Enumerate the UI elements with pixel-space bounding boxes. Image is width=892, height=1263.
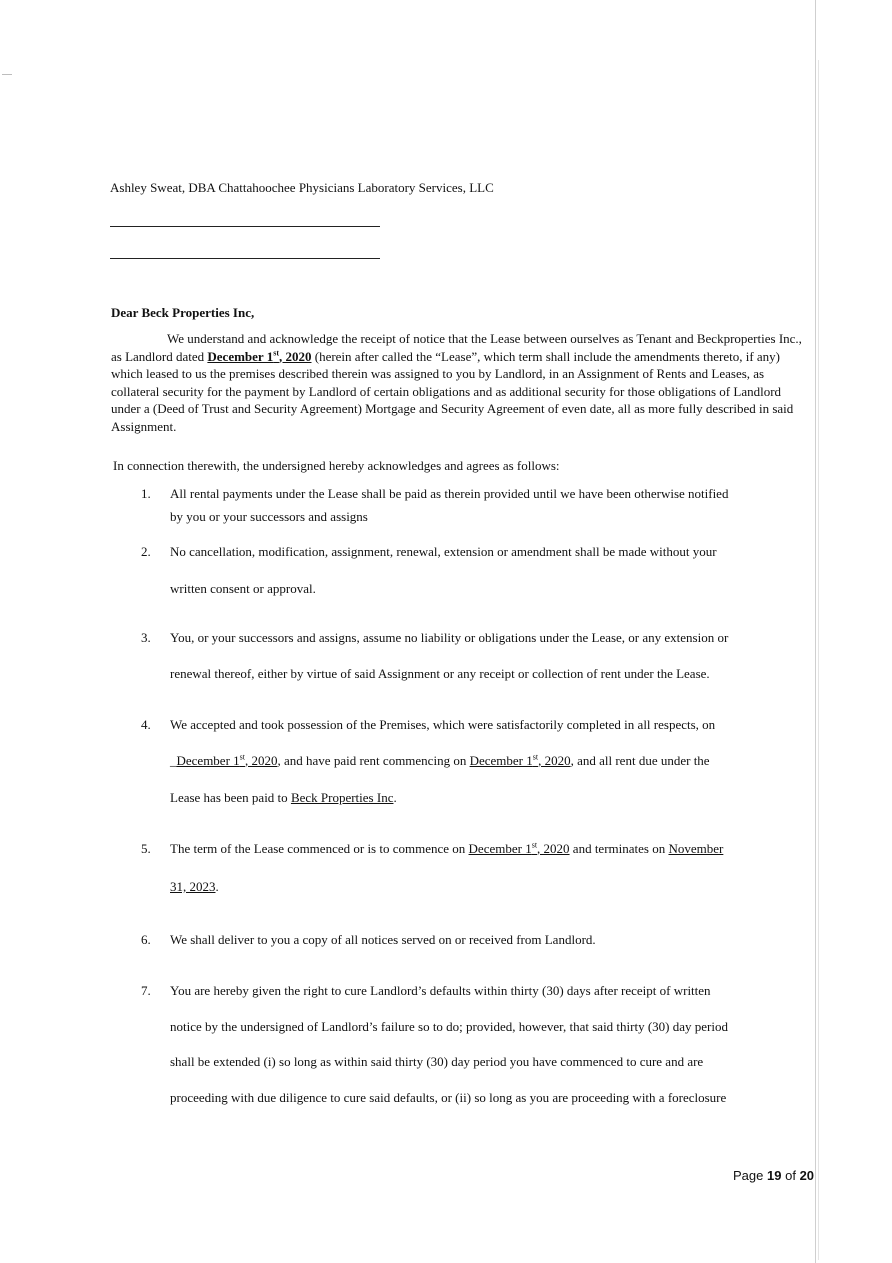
item-number: 2. — [141, 544, 151, 559]
item-number: 3. — [141, 630, 151, 645]
paragraph-text-b: (herein after called the “Lease”, which term shall include the amendments thereto, if any) which leased to us the premises described therein was assigned to you by Landlord, in an Assignment of Rents and Leases, as collateral security for the payment by Landlord of certain obligations and as additional security for those obligations of Landlord under a (Deed of Trust and Security Agreement) Mortgage and Security Agreement of even date, all as more fully described in said Assignment. — [111, 348, 794, 434]
page-number-footer: Page 19 of 20 — [733, 1168, 815, 1183]
letter-page: Ashley Sweat, DBA Chattahoochee Physicians Laboratory Services, LLC Dear Beck Properties Inc, We understand and acknowledge the receipt of notice that the Lease between ourselves as Tenant and Beckproperties Inc., as Landlord dated December 1st, 2020 (herein after called the “Lease”, which term shall include the amendments thereto, if any) which leased to us the premises described therein was assigned to you by Landlord, in an Assignment of Rents and Leases, as collateral security for the payment by Landlord of certain obligations and as additional security for those obligations of Landlord under a (Deed of Trust and Security Agreement) Mortgage and Security Agreement of even date, all as more fully described in said Assignment. In connection therewith, the undersigned hereby acknowledges and agrees as follows: 1. All rental payments under the Lease shall be paid as therein provided until we have been otherwise notified by you or your successors and assigns 2. No cancellation, modification, assignment, renewal, extension or amendment shall be made without your written consent or approval. 3. You, or your successors and assigns, assume no liability or obligations under the Lease, or any extension or renewal thereof, either by virtue of said Assignment or any receipt or collection of rent under the Lease. 4. We accepted and took possession of the Premises, which were satisfactorily completed in all respects, on _December 1st, 2020, and have paid rent commencing on December 1st, 2020, and all rent due under the Lease has been paid to Beck Properties Inc. 5. The term of the Lease commenced or is to commence on December 1st, 2020 and terminates on November 31, 2023. 6. We shall deliver to you a copy of all notices served on or received from Landlord. 7. You are hereby given the right to cure Landlord’s defaults within thirty (30) days after receipt of written notice by the undersigned of Landlord’s failure so to do; provided, however, that said thirty (30) day period shall be extended (i) so long as within said thirty (30) day period you have commenced to cure and are proceeding with due diligence to cure said defaults, or (ii) so long as you are proceeding with a foreclosure Page 19 of 20 — [0, 0, 892, 1263]
item-number: 6. — [141, 932, 151, 947]
item-number: 1. — [141, 486, 151, 501]
scan-edge-line-faint — [818, 60, 819, 1260]
rent-commencement-date: December 1st, 2020 — [469, 752, 571, 768]
intro-line: In connection therewith, the undersigned hereby acknowledges and agrees as follows: — [113, 458, 560, 473]
possession-date: December 1st, 2020 — [176, 752, 278, 768]
acknowledgment-paragraph — [111, 330, 811, 435]
address-blank-line-1 — [110, 226, 380, 227]
addressee-line: Ashley Sweat, DBA Chattahoochee Physicians Laboratory Services, LLC — [110, 180, 494, 195]
item-number: 7. — [141, 983, 151, 998]
term-end-date-part1: November — [668, 841, 724, 856]
address-blank-line-2 — [110, 258, 380, 259]
term-start-date: December 1st, 2020 — [468, 840, 570, 856]
salutation: Dear Beck Properties Inc, — [111, 305, 255, 320]
scan-edge-line — [815, 0, 816, 1263]
scan-speck — [2, 74, 12, 75]
term-end-date-part2: 31, 2023 — [170, 879, 216, 894]
item-number: 4. — [141, 717, 151, 732]
paragraph-text-a: We understand and acknowledge the receipt of notice that the Lease between ourselves as Tenant and Beckproperties Inc., as Landlord dated — [111, 331, 802, 364]
payee-name: Beck Properties Inc — [290, 790, 394, 805]
lease-date: December 1st, 2020 — [207, 348, 312, 364]
item-number: 5. — [141, 841, 151, 856]
